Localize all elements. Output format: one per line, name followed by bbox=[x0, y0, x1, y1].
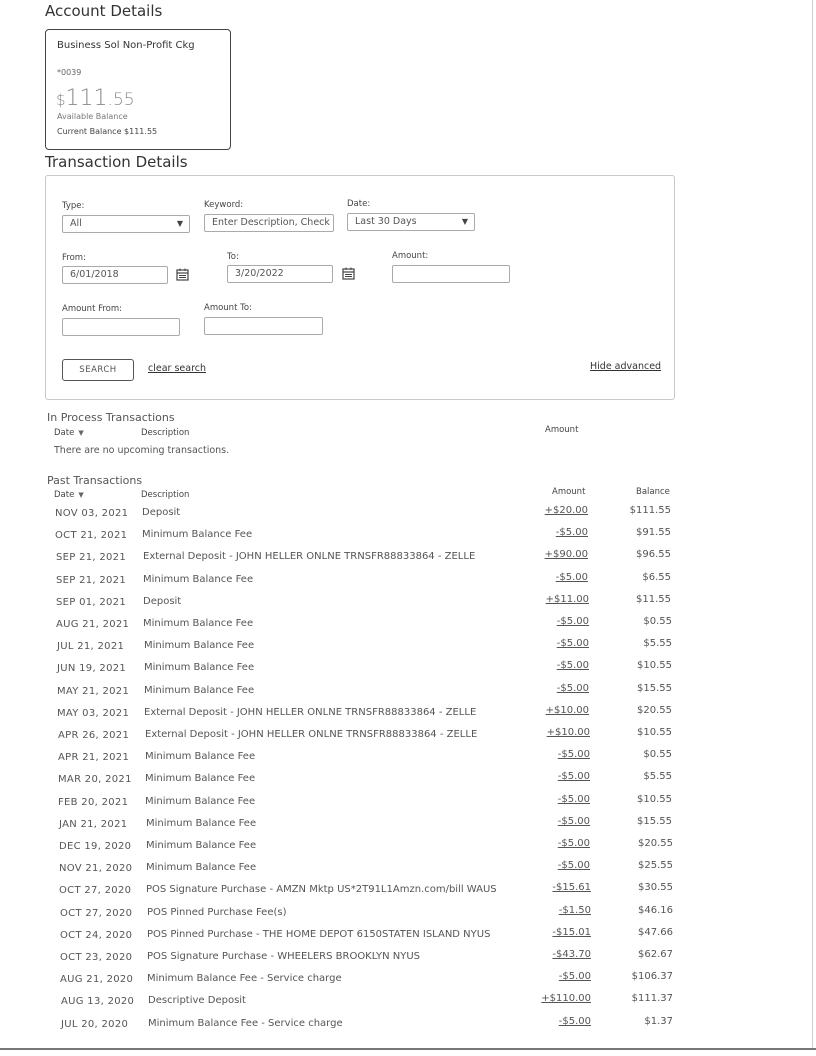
balance-whole: 111 bbox=[65, 86, 108, 111]
transaction-amount-link[interactable]: -$5.00 bbox=[555, 572, 588, 583]
transaction-amount-link[interactable]: -$5.00 bbox=[557, 771, 590, 782]
keyword-input[interactable] bbox=[204, 214, 334, 232]
transaction-balance: $91.55 bbox=[636, 527, 671, 538]
transaction-description[interactable]: Minimum Balance Fee bbox=[145, 773, 256, 784]
transaction-amount-link[interactable]: +$90.00 bbox=[544, 549, 588, 560]
transaction-date: NOV 21, 2020 bbox=[59, 863, 133, 874]
transaction-balance: $96.55 bbox=[636, 549, 671, 560]
transaction-description[interactable]: Minimum Balance Fee bbox=[146, 840, 257, 851]
transaction-amount-link[interactable]: +$20.00 bbox=[544, 505, 588, 516]
chevron-down-icon: ▼ bbox=[176, 219, 183, 228]
transaction-date: JUL 21, 2021 bbox=[57, 641, 125, 652]
calendar-icon[interactable] bbox=[176, 268, 189, 281]
transaction-date: AUG 13, 2020 bbox=[61, 996, 135, 1007]
transaction-date: NOV 03, 2021 bbox=[55, 508, 129, 519]
transaction-date: OCT 24, 2020 bbox=[60, 930, 133, 941]
transaction-balance: $5.55 bbox=[643, 638, 672, 649]
transaction-balance: $62.67 bbox=[638, 949, 673, 960]
keyword-placeholder: Enter Description, Check bbox=[212, 217, 330, 228]
transaction-date: MAY 03, 2021 bbox=[57, 708, 130, 719]
account-number: *0039 bbox=[57, 68, 82, 77]
transaction-date: MAR 20, 2021 bbox=[58, 774, 132, 785]
transaction-amount-link[interactable]: -$5.00 bbox=[557, 860, 590, 871]
type-select[interactable] bbox=[62, 215, 190, 233]
balance-cents: .55 bbox=[107, 90, 135, 110]
in-process-empty-message: There are no upcoming transactions. bbox=[54, 445, 230, 456]
transaction-date: OCT 23, 2020 bbox=[60, 952, 133, 963]
transaction-amount-link[interactable]: -$5.00 bbox=[557, 838, 590, 849]
available-balance-label: Available Balance bbox=[57, 112, 128, 121]
to-date-input[interactable] bbox=[227, 265, 333, 283]
transaction-description[interactable]: Minimum Balance Fee bbox=[142, 529, 253, 540]
date-range-value: Last 30 Days bbox=[355, 216, 417, 227]
transaction-details-title: Transaction Details bbox=[45, 153, 188, 171]
transaction-balance: $15.55 bbox=[637, 683, 672, 694]
past-date-header[interactable] bbox=[54, 490, 84, 500]
transaction-description[interactable]: External Deposit - JOHN HELLER ONLNE TRNSFR88833864 - ZELLE bbox=[145, 729, 478, 740]
transaction-balance: $46.16 bbox=[638, 905, 673, 916]
account-name: Business Sol Non-Profit Ckg bbox=[57, 40, 195, 51]
in-process-description-header: Description bbox=[141, 428, 190, 438]
to-date-value: 3/20/2022 bbox=[235, 268, 284, 279]
transaction-balance: $25.55 bbox=[638, 860, 673, 871]
past-transactions-title: Past Transactions bbox=[47, 474, 143, 487]
transaction-balance: $0.55 bbox=[643, 749, 672, 760]
transaction-date: JUN 19, 2021 bbox=[57, 663, 127, 674]
transaction-balance: $111.37 bbox=[631, 993, 673, 1004]
from-date-input[interactable] bbox=[62, 266, 168, 284]
transaction-amount-link[interactable]: -$5.00 bbox=[557, 794, 590, 805]
transaction-date: FEB 20, 2021 bbox=[58, 797, 129, 808]
transaction-date: DEC 19, 2020 bbox=[59, 841, 132, 852]
transaction-description[interactable]: External Deposit - JOHN HELLER ONLNE TRNSFR88833864 - ZELLE bbox=[144, 707, 477, 718]
transaction-date: OCT 21, 2021 bbox=[55, 530, 128, 541]
transaction-balance: $5.55 bbox=[643, 771, 672, 782]
transaction-balance: $6.55 bbox=[642, 572, 671, 583]
transaction-description[interactable]: Deposit bbox=[142, 507, 181, 518]
transaction-balance: $0.55 bbox=[643, 616, 672, 627]
transaction-date: SEP 01, 2021 bbox=[56, 597, 127, 608]
amount-to-label: Amount To: bbox=[204, 303, 252, 313]
transaction-date: APR 21, 2021 bbox=[58, 752, 130, 763]
sort-down-icon: ▼ bbox=[78, 429, 84, 437]
transaction-balance: $11.55 bbox=[636, 594, 671, 605]
transaction-balance: $20.55 bbox=[637, 705, 672, 716]
transaction-description[interactable]: External Deposit - JOHN HELLER ONLNE TRNSFR88833864 - ZELLE bbox=[143, 551, 476, 562]
chevron-down-icon: ▼ bbox=[461, 217, 468, 226]
transaction-description[interactable]: Minimum Balance Fee bbox=[144, 685, 255, 696]
transaction-date: SEP 21, 2021 bbox=[56, 575, 127, 586]
transaction-amount-link[interactable]: -$5.00 bbox=[557, 816, 590, 827]
transaction-balance: $10.55 bbox=[637, 660, 672, 671]
transaction-date: JUL 20, 2020 bbox=[61, 1019, 129, 1030]
page-edge bbox=[812, 0, 813, 1050]
transaction-balance: $15.55 bbox=[637, 816, 672, 827]
transaction-balance: $10.55 bbox=[637, 794, 672, 805]
transaction-description[interactable]: Minimum Balance Fee bbox=[146, 818, 257, 829]
amount-from-input[interactable] bbox=[62, 318, 180, 336]
transaction-balance: $47.66 bbox=[638, 927, 673, 938]
past-amount-header: Amount bbox=[552, 487, 586, 497]
transaction-description[interactable]: Minimum Balance Fee bbox=[145, 751, 256, 762]
transaction-amount-link[interactable]: +$11.00 bbox=[545, 594, 589, 605]
transaction-amount-link[interactable]: +$110.00 bbox=[541, 993, 591, 1004]
in-process-date-header-label: Date bbox=[54, 428, 75, 438]
transaction-date: MAY 21, 2021 bbox=[57, 686, 130, 697]
transaction-date: JAN 21, 2021 bbox=[59, 819, 128, 830]
transaction-amount-link[interactable]: -$1.50 bbox=[558, 905, 591, 916]
transaction-description[interactable]: Minimum Balance Fee bbox=[143, 574, 254, 585]
balance-currency: $ bbox=[56, 91, 66, 109]
account-card[interactable] bbox=[45, 29, 231, 150]
type-label: Type: bbox=[62, 201, 85, 211]
transaction-amount-link[interactable]: -$5.00 bbox=[556, 616, 589, 627]
transaction-description[interactable]: Minimum Balance Fee - Service charge bbox=[147, 973, 342, 984]
calendar-icon[interactable] bbox=[342, 267, 355, 280]
transaction-description[interactable]: Minimum Balance Fee bbox=[144, 640, 255, 651]
transaction-description[interactable]: Minimum Balance Fee bbox=[143, 618, 254, 629]
available-balance-amount bbox=[56, 86, 135, 111]
transaction-description[interactable]: POS Pinned Purchase Fee(s) bbox=[147, 907, 287, 918]
transaction-amount-link[interactable]: -$15.61 bbox=[552, 882, 591, 893]
date-range-select[interactable] bbox=[347, 213, 475, 231]
in-process-title: In Process Transactions bbox=[47, 411, 175, 424]
transaction-balance: $1.37 bbox=[644, 1016, 673, 1027]
transaction-balance: $30.55 bbox=[638, 882, 673, 893]
transaction-balance: $20.55 bbox=[638, 838, 673, 849]
transaction-amount-link[interactable]: -$5.00 bbox=[557, 749, 590, 760]
past-description-header: Description bbox=[141, 490, 190, 500]
transaction-amount-link[interactable]: +$10.00 bbox=[546, 727, 590, 738]
from-date-value: 6/01/2018 bbox=[70, 269, 119, 280]
past-date-header-label: Date bbox=[54, 490, 75, 500]
search-button[interactable]: SEARCH bbox=[62, 359, 134, 381]
transaction-amount-link[interactable]: -$5.00 bbox=[558, 1016, 591, 1027]
transaction-amount-link[interactable]: -$5.00 bbox=[555, 527, 588, 538]
transaction-date: AUG 21, 2021 bbox=[56, 619, 130, 630]
amount-input[interactable] bbox=[392, 265, 510, 283]
transaction-description[interactable]: POS Pinned Purchase - THE HOME DEPOT 6150STATEN ISLAND NYUS bbox=[147, 929, 491, 940]
transaction-balance: $10.55 bbox=[637, 727, 672, 738]
amount-to-input[interactable] bbox=[204, 317, 323, 335]
transaction-date: AUG 21, 2020 bbox=[60, 974, 134, 985]
transaction-amount-link[interactable]: -$5.00 bbox=[558, 971, 591, 982]
hide-advanced-link[interactable]: Hide advanced bbox=[590, 361, 662, 372]
transaction-description[interactable]: Deposit bbox=[143, 596, 182, 607]
to-label: To: bbox=[227, 252, 239, 262]
transaction-description[interactable]: Descriptive Deposit bbox=[148, 995, 246, 1006]
transaction-amount-link[interactable]: -$43.70 bbox=[552, 949, 591, 960]
transaction-amount-link[interactable]: -$15.01 bbox=[552, 927, 591, 938]
transaction-description[interactable]: Minimum Balance Fee bbox=[146, 862, 257, 873]
amount-label: Amount: bbox=[392, 251, 429, 261]
transaction-amount-link[interactable]: -$5.00 bbox=[556, 660, 589, 671]
transaction-description[interactable]: POS Signature Purchase - WHEELERS BROOKLYN NYUS bbox=[147, 951, 421, 962]
account-details-title: Account Details bbox=[45, 2, 163, 20]
transaction-amount-link[interactable]: +$10.00 bbox=[545, 705, 589, 716]
transaction-filter-panel bbox=[45, 175, 675, 400]
in-process-date-header[interactable] bbox=[54, 428, 84, 438]
from-label: From: bbox=[62, 253, 86, 263]
transaction-description[interactable]: Minimum Balance Fee - Service charge bbox=[148, 1018, 343, 1029]
type-select-value: All bbox=[70, 218, 82, 229]
clear-search-link[interactable]: clear search bbox=[148, 363, 207, 374]
page-bottom-rule bbox=[0, 1048, 816, 1050]
transaction-date: SEP 21, 2021 bbox=[56, 552, 127, 563]
transaction-amount-link[interactable]: -$5.00 bbox=[556, 683, 589, 694]
transaction-balance: $111.55 bbox=[629, 505, 671, 516]
transaction-description[interactable]: Minimum Balance Fee bbox=[144, 662, 255, 673]
transaction-description[interactable]: Minimum Balance Fee bbox=[145, 796, 256, 807]
transaction-description[interactable]: POS Signature Purchase - AMZN Mktp US*2T91L1Amzn.com/bill WAUS bbox=[146, 884, 497, 895]
past-balance-header: Balance bbox=[636, 487, 670, 497]
transaction-date: APR 26, 2021 bbox=[58, 730, 130, 741]
transaction-amount-link[interactable]: -$5.00 bbox=[556, 638, 589, 649]
transaction-date: OCT 27, 2020 bbox=[59, 885, 132, 896]
sort-down-icon: ▼ bbox=[78, 491, 84, 499]
keyword-label: Keyword: bbox=[204, 200, 244, 210]
date-label: Date: bbox=[347, 199, 371, 209]
transaction-balance: $106.37 bbox=[631, 971, 673, 982]
in-process-amount-header: Amount bbox=[545, 425, 579, 435]
current-balance: Current Balance $111.55 bbox=[57, 127, 158, 136]
transaction-date: OCT 27, 2020 bbox=[60, 908, 133, 919]
amount-from-label: Amount From: bbox=[62, 304, 123, 314]
